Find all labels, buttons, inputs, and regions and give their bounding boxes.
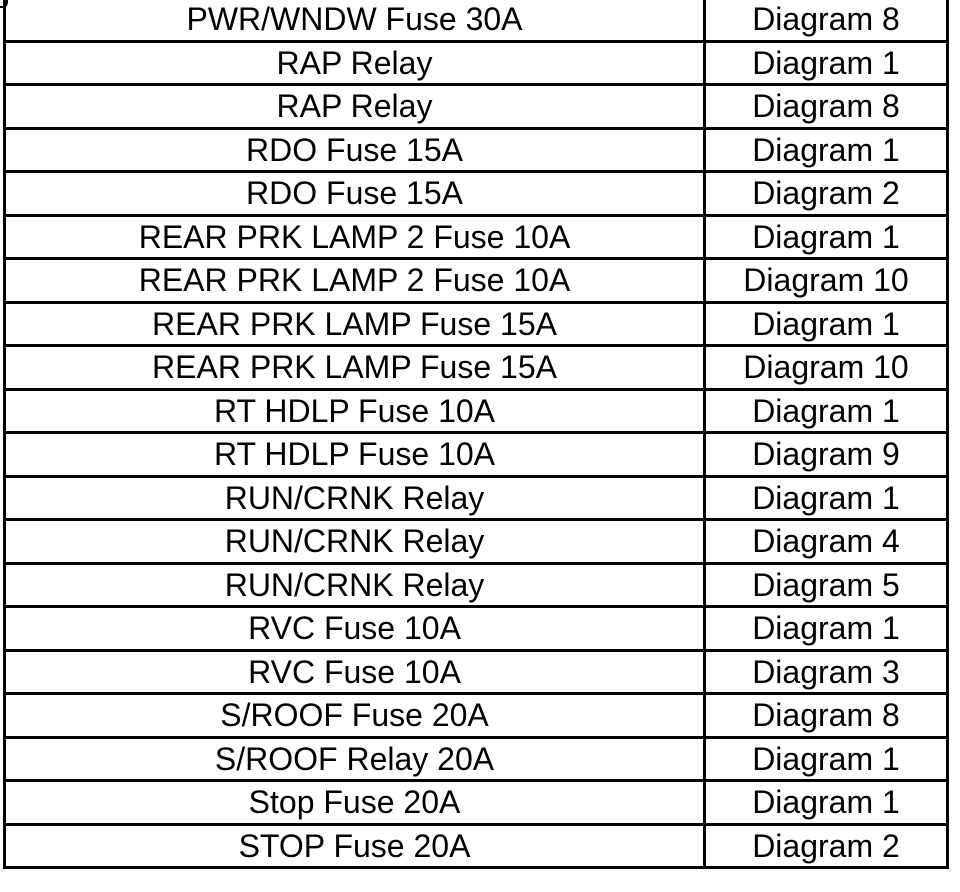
table-row — [5, 607, 948, 651]
diagram-reference-cell: Diagram 9 — [705, 433, 948, 477]
diagram-reference-cell: Diagram 8 — [705, 0, 948, 41]
diagram-reference-cell: Diagram 2 — [705, 824, 948, 868]
component-name-cell: RDO Fuse 15A — [5, 128, 705, 172]
diagram-reference-cell: Diagram 10 — [705, 259, 948, 303]
diagram-reference-cell: Diagram 8 — [705, 85, 948, 129]
component-name-cell: REAR PRK LAMP Fuse 15A — [5, 302, 705, 346]
diagram-reference-cell: Diagram 1 — [705, 128, 948, 172]
component-name-cell: Stop Fuse 20A — [5, 781, 705, 825]
table-row — [5, 128, 948, 172]
table-row — [5, 259, 948, 303]
table-row — [5, 302, 948, 346]
component-name-cell: RAP Relay — [5, 85, 705, 129]
component-name-cell: PWR/WNDW Fuse 30A — [5, 0, 705, 41]
table-row — [5, 824, 948, 868]
component-name-cell: RT HDLP Fuse 10A — [5, 389, 705, 433]
table-row — [5, 650, 948, 694]
table-row — [5, 346, 948, 390]
component-name-cell: S/ROOF Relay 20A — [5, 737, 705, 781]
diagram-reference-cell: Diagram 1 — [705, 607, 948, 651]
diagram-reference-cell: Diagram 1 — [705, 41, 948, 85]
component-name-cell: S/ROOF Fuse 20A — [5, 694, 705, 738]
diagram-reference-cell: Diagram 8 — [705, 694, 948, 738]
diagram-reference-cell: Diagram 5 — [705, 563, 948, 607]
component-name-cell: REAR PRK LAMP 2 Fuse 10A — [5, 259, 705, 303]
component-name-cell: RVC Fuse 10A — [5, 650, 705, 694]
fuse-diagram-table — [3, 0, 949, 869]
table-row — [5, 215, 948, 259]
table-row — [5, 172, 948, 216]
table-row — [5, 694, 948, 738]
component-name-cell: RVC Fuse 10A — [5, 607, 705, 651]
table-row — [5, 85, 948, 129]
diagram-reference-cell: Diagram 1 — [705, 389, 948, 433]
component-name-cell: RUN/CRNK Relay — [5, 563, 705, 607]
diagram-reference-cell: Diagram 4 — [705, 520, 948, 564]
diagram-reference-cell: Diagram 2 — [705, 172, 948, 216]
component-name-cell: RUN/CRNK Relay — [5, 520, 705, 564]
table-row — [5, 433, 948, 477]
diagram-reference-cell: Diagram 1 — [705, 781, 948, 825]
table-row — [5, 563, 948, 607]
diagram-reference-cell: Diagram 3 — [705, 650, 948, 694]
diagram-reference-cell: Diagram 1 — [705, 302, 948, 346]
diagram-reference-cell: Diagram 1 — [705, 476, 948, 520]
diagram-reference-cell: Diagram 10 — [705, 346, 948, 390]
table-row — [5, 737, 948, 781]
component-name-cell: REAR PRK LAMP 2 Fuse 10A — [5, 215, 705, 259]
diagram-reference-cell: Diagram 1 — [705, 215, 948, 259]
table-row — [5, 389, 948, 433]
diagram-reference-cell: Diagram 1 — [705, 737, 948, 781]
table-row — [5, 781, 948, 825]
table-body — [5, 0, 948, 868]
component-name-cell: RAP Relay — [5, 41, 705, 85]
component-name-cell: RDO Fuse 15A — [5, 172, 705, 216]
table-row — [5, 41, 948, 85]
table-row — [5, 0, 948, 41]
table-row — [5, 520, 948, 564]
component-name-cell: RUN/CRNK Relay — [5, 476, 705, 520]
table-row — [5, 476, 948, 520]
component-name-cell: REAR PRK LAMP Fuse 15A — [5, 346, 705, 390]
component-name-cell: STOP Fuse 20A — [5, 824, 705, 868]
component-name-cell: RT HDLP Fuse 10A — [5, 433, 705, 477]
